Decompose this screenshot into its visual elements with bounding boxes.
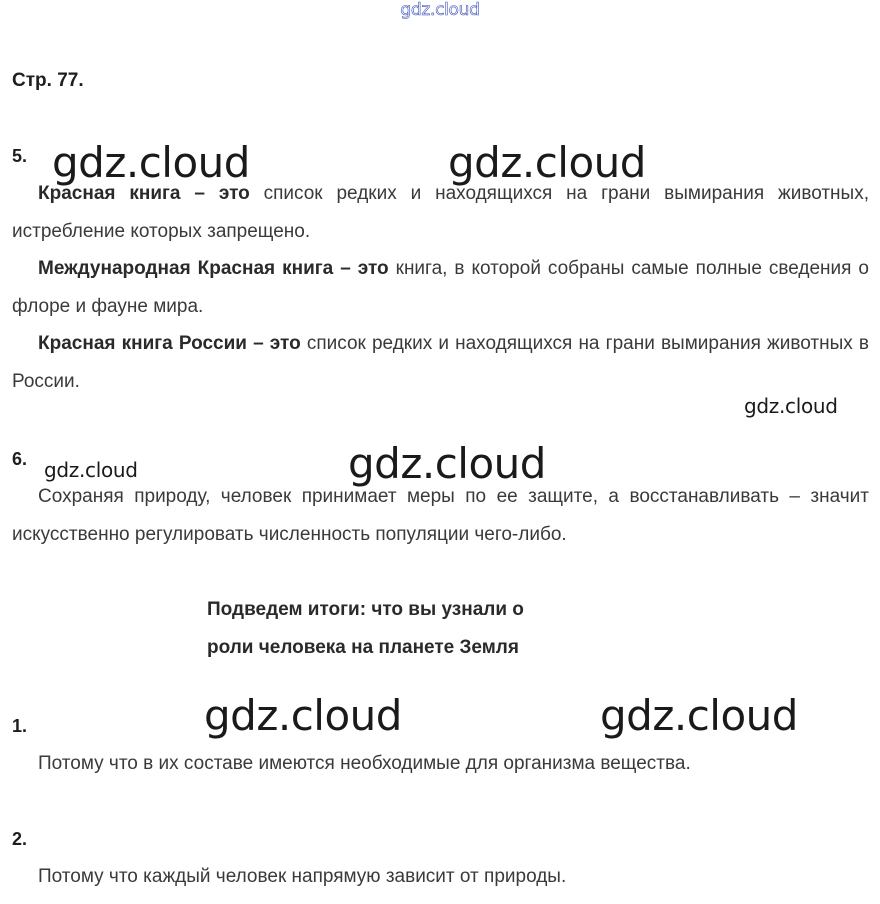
definition-paragraph — [12, 175, 869, 250]
answer-text-1: Потому что в их составе имеются необходимые для организма вещества. — [38, 753, 691, 774]
watermark: gdz.cloud — [448, 138, 646, 187]
watermark: gdz.cloud — [44, 458, 138, 482]
page-title: Стр. 77. — [12, 70, 84, 91]
definition-paragraph — [12, 325, 869, 400]
definition-text: список редких и находящихся на грани вымирания животных в России. — [12, 333, 869, 392]
definition-paragraph — [12, 250, 869, 325]
definition-term: Красная книга России – это — [38, 333, 301, 354]
top-watermark: gdz.cloud — [400, 0, 480, 20]
summary-heading-line1: Подведем итоги: что вы узнали о — [207, 599, 524, 620]
answer-text-2: Потому что каждый человек напрямую зависит от природы. — [38, 866, 567, 887]
section-number-6: 6. — [12, 449, 28, 469]
section-6-paragraph: Сохраняя природу, человек принимает меры по ее защите, а восстанавливать – значит искусственно регулировать численность популяции чего-либо. — [12, 486, 869, 545]
watermark: gdz.cloud — [204, 691, 402, 740]
watermark: gdz.cloud — [744, 394, 838, 418]
watermark: gdz.cloud — [52, 138, 250, 187]
section-number-5: 5. — [12, 146, 28, 166]
definition-term: Международная Красная книга – это — [38, 258, 389, 279]
answer-number-1: 1. — [12, 716, 28, 736]
summary-heading-line2: роли человека на планете Земля — [207, 637, 519, 658]
definition-text: книга, в которой собраны самые полные сведения о флоре и фауне мира. — [12, 258, 869, 317]
watermark: gdz.cloud — [600, 691, 798, 740]
definition-text: список редких и находящихся на грани вымирания животных, истребление которых запрещено. — [12, 183, 869, 242]
definition-term: Красная книга – это — [38, 183, 250, 204]
watermark: gdz.cloud — [348, 439, 546, 488]
answer-number-2: 2. — [12, 829, 28, 849]
